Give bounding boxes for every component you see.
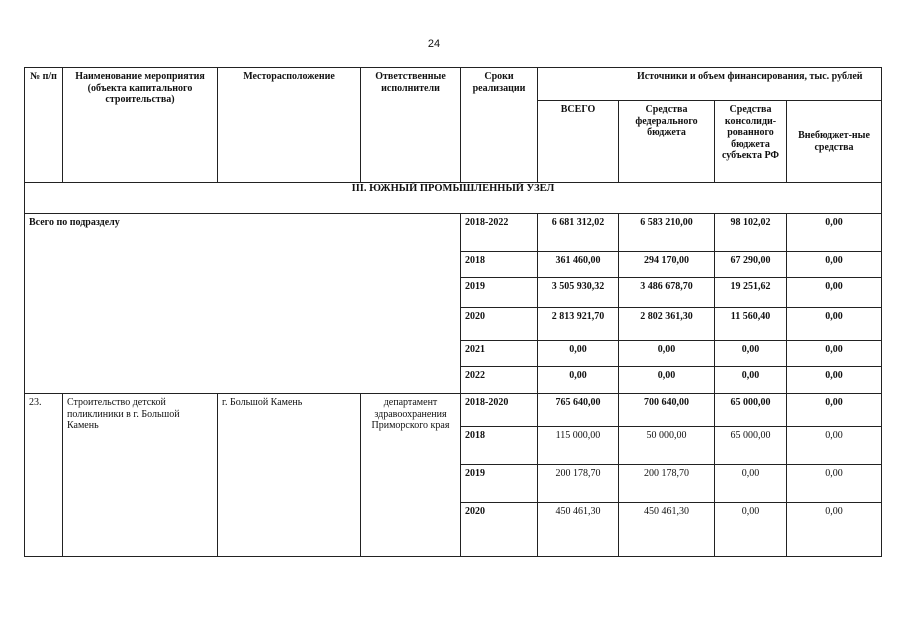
- project-extra: 0,00: [787, 503, 882, 557]
- subtotal-label: Всего по подразделу: [25, 214, 461, 394]
- subtotal-regional: 98 102,02: [715, 214, 787, 252]
- header-period: Сроки реализации: [461, 68, 538, 183]
- project-federal: 50 000,00: [619, 427, 715, 465]
- subtotal-row: [25, 214, 882, 252]
- financing-table: [24, 67, 882, 557]
- project-regional: 65 000,00: [715, 394, 787, 427]
- subtotal-year: 2018: [461, 252, 538, 278]
- subtotal-year: 2020: [461, 308, 538, 341]
- project-federal: 200 178,70: [619, 465, 715, 503]
- project-federal: 450 461,30: [619, 503, 715, 557]
- project-name: Строительство детской поликлиники в г. Большой Камень: [63, 394, 218, 557]
- subtotal-federal: 2 802 361,30: [619, 308, 715, 341]
- header-location: Месторасположение: [218, 68, 361, 183]
- project-regional: 0,00: [715, 503, 787, 557]
- header-extra: Внебюджет-ные средства: [787, 101, 882, 183]
- subtotal-year: 2019: [461, 278, 538, 308]
- subtotal-total: 0,00: [538, 367, 619, 394]
- section-title: III. ЮЖНЫЙ ПРОМЫШЛЕННЫЙ УЗЕЛ: [25, 183, 882, 214]
- subtotal-total: 2 813 921,70: [538, 308, 619, 341]
- project-total: 115 000,00: [538, 427, 619, 465]
- subtotal-regional: 11 560,40: [715, 308, 787, 341]
- subtotal-total: 361 460,00: [538, 252, 619, 278]
- project-total: 765 640,00: [538, 394, 619, 427]
- subtotal-extra: 0,00: [787, 214, 882, 252]
- header-funding-blank: [538, 68, 619, 101]
- header-total: ВСЕГО: [538, 101, 619, 183]
- project-num: 23.: [25, 394, 63, 557]
- header-responsible: Ответственные исполнители: [361, 68, 461, 183]
- header-funding: Источники и объем финансирования, тыс. рублей: [619, 68, 882, 101]
- subtotal-federal: 0,00: [619, 341, 715, 367]
- project-extra: 0,00: [787, 394, 882, 427]
- subtotal-year: 2022: [461, 367, 538, 394]
- subtotal-extra: 0,00: [787, 308, 882, 341]
- subtotal-total: 3 505 930,32: [538, 278, 619, 308]
- subtotal-year: 2018-2022: [461, 214, 538, 252]
- header-row: [25, 68, 882, 101]
- header-federal: Средства федерального бюджета: [619, 101, 715, 183]
- subtotal-federal: 6 583 210,00: [619, 214, 715, 252]
- subtotal-regional: 0,00: [715, 367, 787, 394]
- section-row: [25, 183, 882, 214]
- subtotal-regional: 19 251,62: [715, 278, 787, 308]
- project-extra: 0,00: [787, 465, 882, 503]
- subtotal-year: 2021: [461, 341, 538, 367]
- project-federal: 700 640,00: [619, 394, 715, 427]
- page-number: 24: [427, 38, 441, 50]
- project-row: [25, 394, 882, 427]
- subtotal-federal: 294 170,00: [619, 252, 715, 278]
- project-year: 2019: [461, 465, 538, 503]
- project-extra: 0,00: [787, 427, 882, 465]
- header-regional: Средства консолиди-рованного бюджета субъекта РФ: [715, 101, 787, 183]
- project-total: 200 178,70: [538, 465, 619, 503]
- subtotal-extra: 0,00: [787, 367, 882, 394]
- project-location: г. Большой Камень: [218, 394, 361, 557]
- project-year: 2020: [461, 503, 538, 557]
- header-num: № п/п: [25, 68, 63, 183]
- subtotal-extra: 0,00: [787, 341, 882, 367]
- project-regional: 0,00: [715, 465, 787, 503]
- subtotal-total: 0,00: [538, 341, 619, 367]
- subtotal-federal: 3 486 678,70: [619, 278, 715, 308]
- project-responsible: департамент здравоохранения Приморского края: [361, 394, 461, 557]
- header-name: Наименование мероприятия (объекта капитального строительства): [63, 68, 218, 183]
- subtotal-extra: 0,00: [787, 278, 882, 308]
- subtotal-total: 6 681 312,02: [538, 214, 619, 252]
- subtotal-regional: 67 290,00: [715, 252, 787, 278]
- subtotal-federal: 0,00: [619, 367, 715, 394]
- project-year: 2018: [461, 427, 538, 465]
- project-regional: 65 000,00: [715, 427, 787, 465]
- project-total: 450 461,30: [538, 503, 619, 557]
- subtotal-regional: 0,00: [715, 341, 787, 367]
- project-year: 2018-2020: [461, 394, 538, 427]
- subtotal-extra: 0,00: [787, 252, 882, 278]
